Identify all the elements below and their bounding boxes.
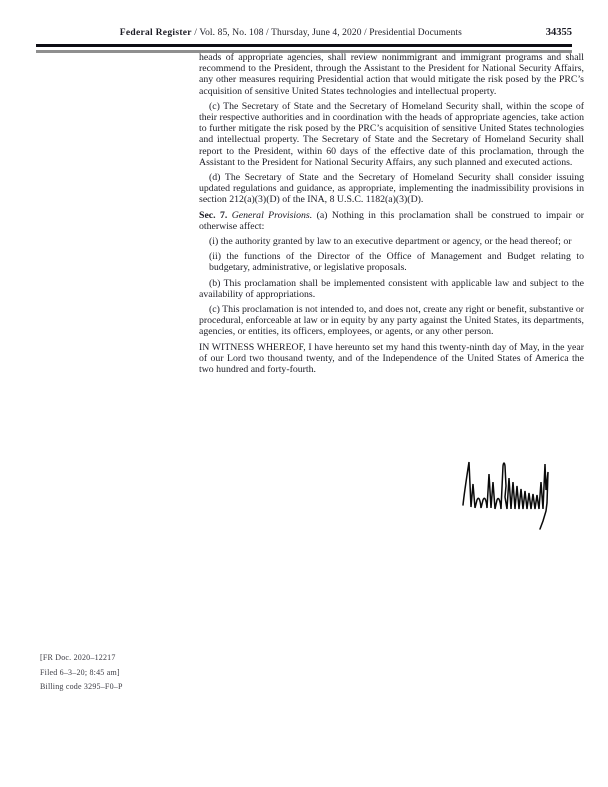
journal-title: Federal Register bbox=[119, 28, 192, 38]
header-rule-thick bbox=[36, 44, 572, 47]
header-center bbox=[36, 28, 546, 38]
paragraph-ii: (ii) the functions of the Director of the Office of Management and Budget relating to budgetary, administrative, or legislative proposals. bbox=[209, 251, 584, 274]
paragraph-b: (b) This proclamation shall be implemented consistent with applicable law and subject to the availability of appropriations. bbox=[199, 277, 584, 300]
paragraph-c-general: (c) This proclamation is not intended to, and does not, create any right or benefit, substantive or procedural, enforceable at law or in equity by any party against the United States, its departments, agencies, or entities, its officers, employees, or agents, or any other person. bbox=[199, 304, 584, 338]
paragraph-c-sec6: (c) The Secretary of State and the Secretary of Homeland Security shall, within the scope of their respective authorities and in coordination with the heads of appropriate agencies, take action to further mitigate the risk posed by the PRC’s acquisition of sensitive United States technologies and intellectual property. The Secretary of State and the Secretary of Homeland Security shall report to the President, within 60 days of the effective date of this proclamation, through the Assistant to the President for National Security Affairs, any such planned and executed actions. bbox=[199, 100, 584, 168]
paragraph-witness: IN WITNESS WHEREOF, I have hereunto set my hand this twenty-ninth day of May, in the year of our Lord two thousand twenty, and of the Independence of the United States of America the two hundred and forty-fourth. bbox=[199, 341, 584, 376]
sec7-label: Sec. 7. bbox=[199, 209, 232, 221]
presidential-signature bbox=[460, 453, 564, 533]
page-header bbox=[36, 27, 572, 38]
document-body bbox=[199, 52, 584, 375]
filing-footer bbox=[40, 653, 123, 697]
sec7-text: (a) Nothing in this proclamation shall be construed to impair or otherwise affect: bbox=[199, 209, 584, 232]
billing-code: Billing code 3295–F0–P bbox=[40, 682, 123, 691]
paragraph-d-sec6: (d) The Secretary of State and the Secretary of Homeland Security shall consider issuing updated regulations and guidance, as appropriate, implementing the inadmissibility provisions in section 212(a)(3)(D) of the INA, 8 U.S.C. 1182(a)(3)(D). bbox=[199, 172, 584, 206]
page-number: 34355 bbox=[545, 27, 572, 38]
paragraph-sec7 bbox=[199, 210, 584, 232]
paragraph-i: (i) the authority granted by law to an executive department or agency, or the head thereof; or bbox=[209, 236, 572, 248]
filed-date: Filed 6–3–20; 8:45 am] bbox=[40, 667, 120, 677]
paragraph-continuation: heads of appropriate agencies, shall review nonimmigrant and immigrant programs and shall recommend to the President, through the Assistant to the President for National Security Affairs, any other measures requiring Presidential action that would mitigate the risk posed by the PRC’s acquisition of sensitive United States technologies and intellectual property. bbox=[199, 52, 584, 97]
sec7-title: General Provisions. bbox=[231, 209, 317, 221]
issue-info: / Vol. 85, No. 108 / Thursday, June 4, 2020 / Presidential Documents bbox=[191, 28, 462, 38]
fr-doc-number: [FR Doc. 2020–12217 bbox=[40, 653, 116, 662]
